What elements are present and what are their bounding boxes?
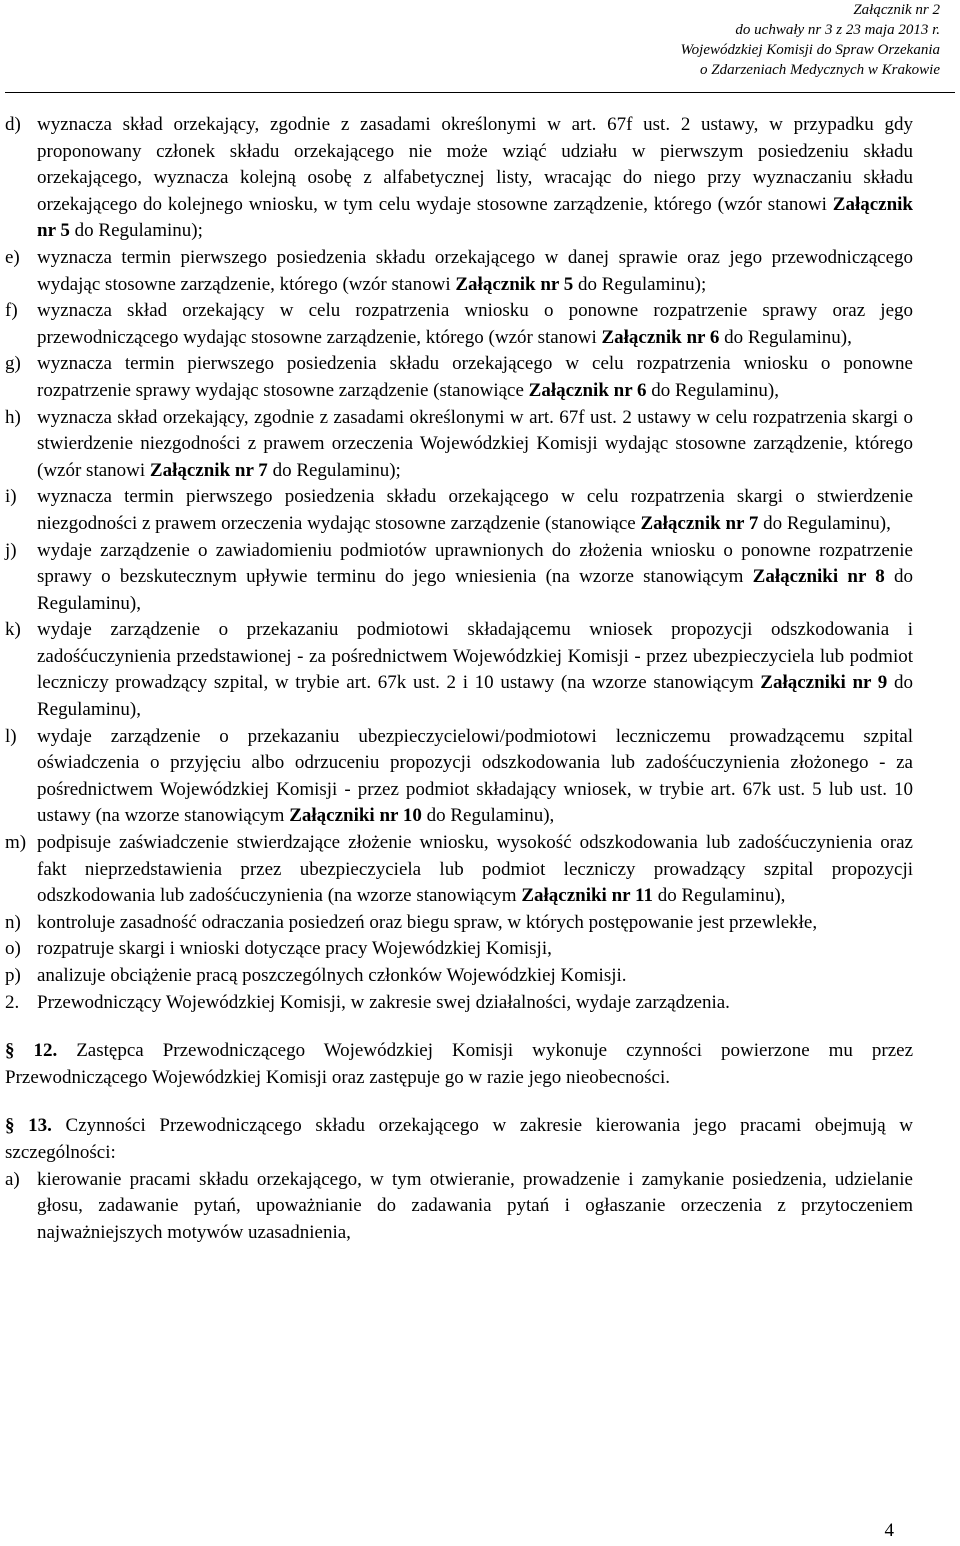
point-label: 2.	[5, 991, 20, 1013]
list-label: d)	[5, 114, 21, 135]
list-text: rozpatruje skargi i wnioski dotyczące pracy Wojewódzkiej Komisji,	[37, 938, 552, 960]
section-number: § 13.	[5, 1115, 52, 1137]
attachment-ref: Załącznik nr 5	[37, 193, 913, 242]
list-item-n	[5, 910, 913, 937]
list-text: wydaje zarządzenie o przekazaniu podmiotowi składającemu wniosek propozycji odszkodowania i zadośćuczynienia przedstawionej - za pośrednictwem Wojewódzkiej Komisji - przez ubezpieczyciela lub podmiot leczniczy prowadzący szpital, w trybie art. 67k ust. 2 i 10 ustawy (na wzorze stanowiącym	[37, 619, 913, 694]
attachment-ref: Załącznik nr 6	[528, 379, 647, 401]
list-item-g	[5, 351, 913, 404]
attachment-ref: Załącznik nr 5	[455, 273, 574, 295]
list-text: wyznacza termin pierwszego posiedzenia składu orzekającego w celu rozpatrzenia skargi o stwierdzenie niezgodności z prawem orzeczenia wydając stosowne zarządzenie (stanowiące	[37, 486, 913, 534]
header-line-4: o Zdarzeniach Medycznych w Krakowie	[700, 62, 940, 78]
list-text-tail: do Regulaminu),	[652, 885, 786, 907]
list-label: k)	[5, 619, 21, 641]
list-text: kontroluje zasadność odraczania posiedzeń oraz biegu spraw, w których postępowanie jest przewlekłe,	[37, 911, 818, 933]
attachment-ref: Załączniki nr 8	[752, 566, 885, 588]
section-number: § 12.	[5, 1040, 58, 1062]
header-rule	[5, 92, 955, 93]
attachment-header	[681, 0, 940, 80]
list-text: analizuje obciążenie pracą poszczególnych członków Wojewódzkiej Komisji.	[37, 965, 627, 986]
list-text: wyznacza skład orzekający, zgodnie z zasadami określonymi w art. 67f ust. 2 ustawy, w przypadku gdy proponowany członek składu orzekającego nie może wziąć udziału w pierwszym posiedzeniu składu orzekającego, wyznacza kolejną osobę z alfabetycznej listy, wracając do niego przy wyznaczaniu składu orzekającego do kolejnego wniosku, w tym celu wydaje stosowne zarządzenie, którego (wzór stanowi	[37, 114, 913, 215]
list-label: h)	[5, 406, 21, 428]
list-text-tail: do Regulaminu),	[421, 805, 555, 827]
list-text-tail: do Regulaminu);	[267, 459, 401, 481]
attachment-ref: Załącznik nr 7	[149, 459, 268, 481]
list-text: kierowanie pracami składu orzekającego, w tym otwieranie, prowadzenie i zamykanie posiedzenia, udzielanie głosu, zadawanie pytań, upoważnianie do zadawania pytań i ogłaszanie orzeczenia z przytoczeniem najważniejszych motywów uzasadnienia,	[37, 1168, 913, 1243]
list-text-tail: do Regulaminu),	[37, 566, 913, 614]
point-text: Przewodniczący Wojewódzkiej Komisji, w zakresie swej działalności, wydaje zarządzenia.	[37, 991, 730, 1013]
point-2	[5, 990, 913, 1017]
list-label: a)	[5, 1168, 20, 1190]
document-body	[5, 112, 913, 1246]
list-item-m	[5, 830, 913, 910]
list-text: podpisuje zaświadczenie stwierdzające złożenie wniosku, wysokość odszkodowania lub zadośćuczynienia oraz fakt nieprzedstawienia przez ubezpieczyciela lub podmiot leczniczy prowadzący szpital propozycji odszkodowania lub zadośćuczynienia (na wzorze stanowiącym	[37, 832, 913, 907]
header-line-1: Załącznik nr 2	[853, 2, 940, 18]
list-item-k	[5, 617, 913, 723]
list-text-tail: do Regulaminu);	[573, 273, 707, 295]
list-text: wyznacza termin pierwszego posiedzenia składu orzekającego w celu rozpatrzenia wniosku o ponowne rozpatrzenie sprawy wydając stosowne zarządzenie (stanowiące	[37, 353, 913, 401]
header-line-3: Wojewódzkiej Komisji do Spraw Orzekania	[680, 42, 940, 58]
list-text: wyznacza skład orzekający w celu rozpatrzenia wniosku o ponowne rozpatrzenie sprawy oraz jego przewodniczącego wydając stosowne zarządzenie, którego (wzór stanowi	[37, 300, 913, 348]
list-item-h	[5, 405, 913, 485]
attachment-ref: Załączniki nr 9	[760, 672, 888, 694]
list-item-e	[5, 245, 913, 298]
list-label: n)	[5, 911, 21, 933]
list-text: wyznacza termin pierwszego posiedzenia składu orzekającego w danej sprawie oraz jego przewodniczącego wydając stosowne zarządzenie, którego (wzór stanowi	[37, 246, 913, 295]
list-text: wydaje zarządzenie o przekazaniu ubezpieczycielowi/podmiotowi leczniczemu prowadzącemu szpital oświadczenia o przyjęciu albo odrzuceniu propozycji odszkodowania lub zadośćuczynienia złożonego - za pośrednictwem Wojewódzkiej Komisji - przez podmiot składający wniosek, w trybie art. 67k ust. 5 lub ust. 10 ustawy (na wzorze stanowiącym	[37, 725, 913, 827]
attachment-ref: Załącznik nr 6	[601, 326, 720, 348]
page-number: 4	[884, 1520, 894, 1541]
list-item-i	[5, 484, 913, 537]
list-label: f)	[5, 300, 18, 322]
attachment-ref: Załączniki nr 11	[521, 885, 653, 907]
list-item-o	[5, 936, 913, 963]
section-text: Zastępca Przewodniczącego Wojewódzkiej Komisji wykonuje czynności powierzone mu przez Przewodniczącego Wojewódzkiej Komisji oraz zastępuje go w razie jego nieobecności.	[5, 1040, 914, 1088]
list-label: e)	[5, 246, 20, 268]
section-13	[5, 1113, 913, 1166]
section-12	[5, 1038, 913, 1091]
list-text-tail: do Regulaminu),	[758, 512, 891, 534]
list-label: l)	[5, 725, 17, 747]
list-text-tail: do Regulaminu),	[646, 379, 779, 401]
list-item-p	[5, 963, 913, 990]
list-label: o)	[5, 938, 21, 960]
list-item-f	[5, 298, 913, 351]
header-line-2: do uchwały nr 3 z 23 maja 2013 r.	[735, 22, 940, 38]
list-label: m)	[5, 832, 27, 854]
attachment-ref: Załączniki nr 10	[289, 805, 422, 827]
attachment-ref: Załącznik nr 7	[640, 512, 759, 534]
list-item-d	[5, 112, 913, 245]
list-item-l	[5, 724, 913, 830]
list-text: wydaje zarządzenie o zawiadomieniu podmiotów uprawnionych do złożenia wniosku o ponowne rozpatrzenie sprawy o bezskutecznym upływie terminu do jego wniesienia (na wzorze stanowiącym	[37, 539, 913, 588]
list-text: wyznacza skład orzekający, zgodnie z zasadami określonymi w art. 67f ust. 2 ustawy w celu rozpatrzenia skargi o stwierdzenie niezgodności z prawem orzeczenia Wojewódzkiej Komisji wydając stosowne zarządzenie, którego (wzór stanowi	[37, 406, 913, 481]
list-text-tail: do Regulaminu);	[69, 220, 203, 242]
list-item-j	[5, 538, 913, 618]
list-label: p)	[5, 965, 21, 986]
list-label: g)	[5, 353, 21, 375]
list-label: i)	[5, 486, 17, 508]
list-label: j)	[5, 539, 17, 561]
list-text-tail: do Regulaminu),	[719, 326, 852, 348]
section-13-item-a	[5, 1167, 913, 1247]
section-text: Czynności Przewodniczącego składu orzekającego w zakresie kierowania jego pracami obejmują w szczególności:	[5, 1115, 913, 1163]
list-text-tail: do Regulaminu),	[37, 672, 913, 721]
